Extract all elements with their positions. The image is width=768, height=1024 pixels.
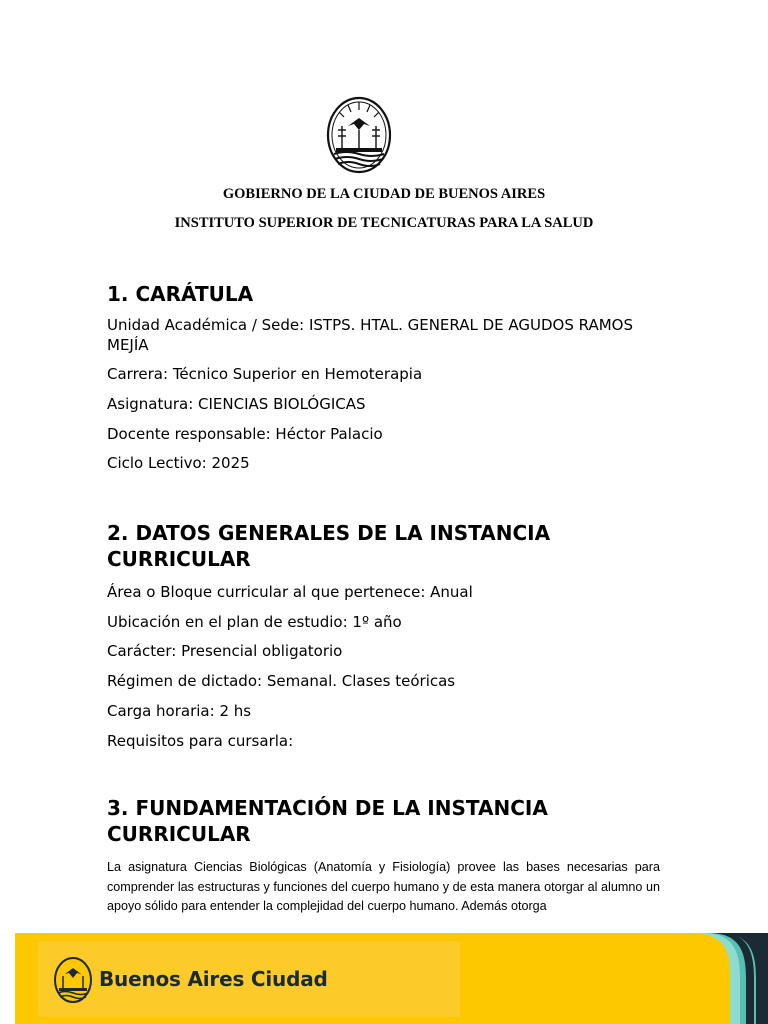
field-caracter: Carácter: Presencial obligatorio — [107, 642, 343, 660]
section-3-heading-line2: CURRICULAR — [107, 822, 251, 846]
section-fundamentacion — [107, 795, 667, 847]
field-ciclo-lectivo: Ciclo Lectivo: 2025 — [107, 454, 250, 472]
field-asignatura: Asignatura: CIENCIAS BIOLÓGICAS — [107, 395, 366, 413]
section-2-heading-line1: 2. DATOS GENERALES DE LA INSTANCIA — [107, 521, 551, 545]
section-2-heading-line2: CURRICULAR — [107, 547, 251, 571]
fundamentacion-paragraph: La asignatura Ciencias Biológicas (Anatomía y Fisiología) provee las bases necesarias para comprender las estructuras y funciones del cuerpo humano y de esta manera otorgar al alumno un apoyo sólido para entender la complejidad del cuerpo humano. Además otorga — [107, 860, 660, 913]
footer-banner — [15, 933, 768, 1024]
field-requisitos: Requisitos para cursarla: — [107, 732, 294, 750]
field-docente: Docente responsable: Héctor Palacio — [107, 425, 383, 443]
field-carrera: Carrera: Técnico Superior en Hemoterapia — [107, 365, 423, 383]
section-datos-generales — [107, 520, 667, 572]
field-unidad-academica: Unidad Académica / Sede: ISTPS. HTAL. GENERAL DE AGUDOS RAMOS MEJÍA — [107, 316, 634, 354]
brand-name: Buenos Aires Ciudad — [99, 967, 328, 991]
ba-ciudad-logo-icon — [53, 956, 93, 1004]
field-regimen: Régimen de dictado: Semanal. Clases teóricas — [107, 672, 456, 690]
field-carga-horaria: Carga horaria: 2 hs — [107, 702, 252, 720]
city-seal-icon — [326, 96, 392, 174]
section-1-heading: 1. CARÁTULA — [107, 282, 254, 306]
decorative-wave-icon — [688, 933, 768, 1024]
section-caratula — [107, 281, 667, 307]
institution-government: GOBIERNO DE LA CIUDAD DE BUENOS AIRES — [222, 186, 546, 202]
field-ubicacion: Ubicación en el plan de estudio: 1º año — [107, 613, 402, 631]
section-3-heading-line1: 3. FUNDAMENTACIÓN DE LA INSTANCIA — [107, 796, 548, 820]
section-1-list — [107, 315, 667, 355]
institution-name: INSTITUTO SUPERIOR DE TECNICATURAS PARA LA SALUD — [174, 215, 594, 231]
field-area-bloque: Área o Bloque curricular al que pertenece: Anual — [107, 583, 473, 601]
